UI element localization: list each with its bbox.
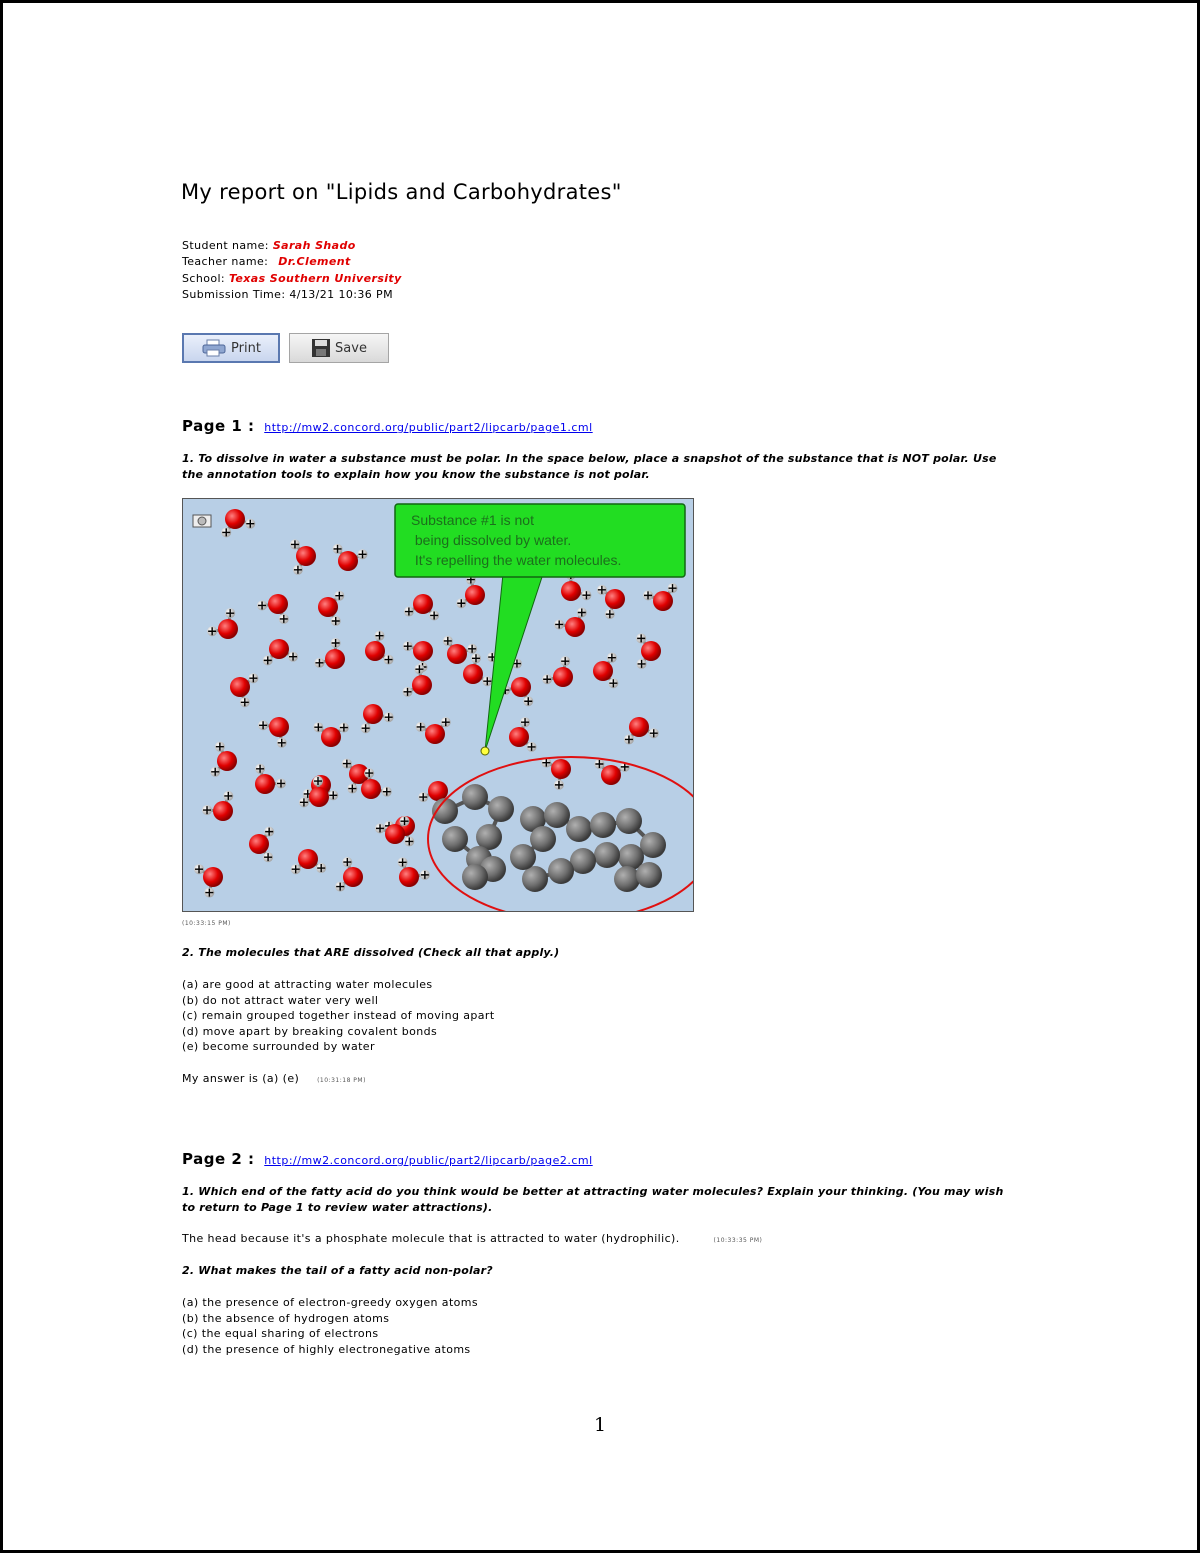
water-molecule <box>597 585 625 619</box>
water-molecule <box>207 608 238 639</box>
page1-answer-timestamp: (10:31:18 PM) <box>317 1077 366 1084</box>
carbon-atom <box>510 844 536 870</box>
water-molecule <box>624 717 659 744</box>
list-item: (b) the absence of hydrogen atoms <box>182 1311 390 1325</box>
water-molecule <box>257 594 289 624</box>
carbon-atom <box>522 866 548 892</box>
carbon-atom <box>462 784 488 810</box>
report-title: My report on "Lipids and Carbohydrates" <box>181 180 622 204</box>
report-meta <box>182 238 402 303</box>
student-label: Student name: <box>182 239 269 252</box>
page2-answer-1-text: The head because it's a phosphate molecule that is attracted to water (hydrophilic). <box>182 1232 680 1245</box>
snapshot-image <box>182 498 694 912</box>
water-molecule <box>249 827 274 863</box>
list-item: (c) remain grouped together instead of moving apart <box>182 1009 495 1023</box>
water-molecule <box>404 594 439 620</box>
carbon-atom <box>530 826 556 852</box>
page2-options <box>182 1295 478 1357</box>
water-molecule <box>509 717 537 752</box>
water-molecule <box>290 539 316 574</box>
callout-text-line2: being dissolved by water. <box>411 532 572 548</box>
camera-icon <box>193 515 211 527</box>
callout-pointer <box>485 574 543 751</box>
water-molecule <box>291 849 327 874</box>
page1-answer <box>182 1072 366 1085</box>
save-button[interactable] <box>289 333 389 363</box>
carbon-atom <box>566 816 592 842</box>
water-molecule <box>361 704 394 733</box>
page1-heading <box>182 417 593 435</box>
callout-text-line3: It's repelling the water molecules. <box>411 552 622 568</box>
printer-icon <box>201 339 227 357</box>
submission-value: 4/13/21 10:36 PM <box>289 287 393 301</box>
water-molecule <box>365 631 393 665</box>
page2-answer-1-timestamp: (10:33:35 PM) <box>713 1237 763 1244</box>
page2-heading <box>182 1150 593 1168</box>
carbon-atom <box>548 858 574 884</box>
water-molecule <box>335 857 363 892</box>
water-molecule <box>194 864 223 897</box>
page1-question-1: 1. To dissolve in water a substance must be polar. In the space below, place a snapshot of the substance that is NOT polar. Use the annotation tools to explain how you know the substance is not polar. <box>182 452 997 481</box>
page1-link[interactable]: http://mw2.concord.org/public/part2/lipcarb/page1.cml <box>264 421 593 434</box>
water-molecule <box>542 656 573 687</box>
page-number: 1 <box>593 1414 607 1436</box>
snapshot-timestamp: (10:33:15 PM) <box>182 920 231 927</box>
carbon-atom <box>636 862 662 888</box>
list-item: (d) move apart by breaking covalent bonds <box>182 1024 438 1038</box>
school-row <box>182 271 402 287</box>
carbon-atom <box>442 826 468 852</box>
water-molecule <box>398 857 430 887</box>
page2-heading-label: Page 2 : <box>182 1150 255 1168</box>
print-button[interactable] <box>182 333 280 363</box>
carbon-atom <box>594 842 620 868</box>
water-molecule <box>313 722 349 747</box>
water-molecule <box>541 758 571 790</box>
carbon-atom <box>488 796 514 822</box>
water-molecule <box>210 742 237 777</box>
carbon-atom <box>462 864 488 890</box>
student-value: Sarah Shado <box>272 239 356 252</box>
carbon-atom <box>616 808 642 834</box>
water-molecule <box>221 509 255 537</box>
list-item: (d) the presence of highly electronegative atoms <box>182 1342 471 1356</box>
page1-options <box>182 977 495 1055</box>
list-item: (a) are good at attracting water molecules <box>182 978 433 991</box>
list-item: (a) the presence of electron-greedy oxygen atoms <box>182 1296 479 1309</box>
floppy-disk-icon <box>311 339 331 357</box>
water-molecule <box>202 791 233 821</box>
page1-question-2: 2. The molecules that ARE dissolved (Check all that apply.) <box>182 946 560 959</box>
water-molecule <box>643 583 678 611</box>
student-row <box>182 238 402 254</box>
page1-heading-label: Page 1 : <box>182 417 255 435</box>
water-molecule <box>314 638 345 669</box>
carbon-atom <box>640 832 666 858</box>
submission-label: Submission Time: <box>182 287 286 301</box>
water-molecule <box>456 575 485 609</box>
page2-answer-1 <box>182 1232 762 1245</box>
water-molecule <box>636 633 661 669</box>
page1-answer-text: My answer is (a) (e) <box>182 1072 300 1085</box>
teacher-value: Dr.Clement <box>278 255 351 269</box>
print-button-label: Print <box>231 340 261 356</box>
water-molecule <box>333 544 368 571</box>
water-molecule <box>554 608 587 637</box>
school-label: School: <box>182 271 226 285</box>
carbon-atom <box>544 802 570 828</box>
water-molecule <box>416 717 451 744</box>
carbon-atom <box>614 866 640 892</box>
submission-row <box>182 287 402 303</box>
water-molecule <box>318 591 344 626</box>
school-value: Texas Southern University <box>228 271 402 285</box>
list-item: (b) do not attract water very well <box>182 993 379 1007</box>
teacher-row <box>182 254 402 270</box>
save-button-label: Save <box>335 340 367 356</box>
list-item: (c) the equal sharing of electrons <box>182 1327 379 1341</box>
water-molecule <box>258 717 289 748</box>
water-molecule <box>593 653 618 689</box>
water-molecule <box>403 664 432 697</box>
list-item: (e) become surrounded by water <box>182 1040 375 1054</box>
water-molecule <box>263 639 298 665</box>
page2-link[interactable]: http://mw2.concord.org/public/part2/lipcarb/page2.cml <box>264 1154 593 1167</box>
water-molecule <box>230 673 258 707</box>
teacher-label: Teacher name: <box>182 255 269 269</box>
water-molecule <box>255 764 286 794</box>
page2-question-2: 2. What makes the tail of a fatty acid non-polar? <box>182 1264 493 1277</box>
page2-question-1: 1. Which end of the fatty acid do you think would be better at attracting water molecules? Explain your thinking. (You may wish to return to Page 1 to review water attractions). <box>182 1185 1004 1214</box>
water-molecule-simulation <box>183 499 693 911</box>
water-molecule <box>361 768 392 799</box>
callout-text-line1: Substance #1 is not <box>411 512 534 528</box>
carbon-atom <box>590 812 616 838</box>
